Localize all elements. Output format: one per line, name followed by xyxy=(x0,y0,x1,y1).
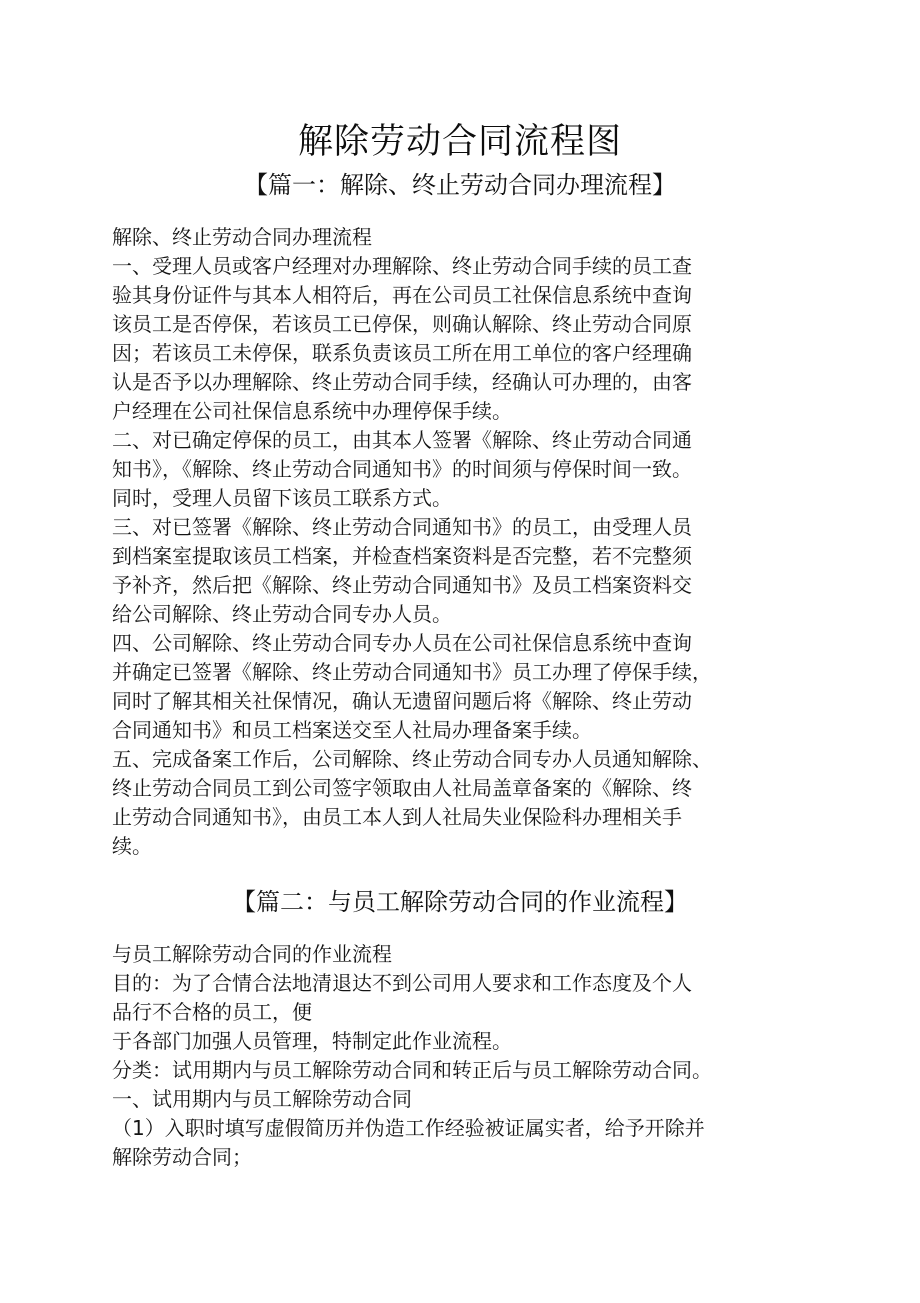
section-heading-part-two: 【篇二：与员工解除劳动合同的作业流程】 xyxy=(232,888,688,916)
text-line: 到档案室提取该员工档案，并检查档案资料是否完整，若不完整须 xyxy=(112,544,692,568)
text-line: 续。 xyxy=(112,834,152,858)
text-line: 知书》，《解除、终止劳动合同通知书》的时间须与停保时间一致。 xyxy=(112,457,692,481)
text-line: 分类：试用期内与员工解除劳动合同和转正后与员工解除劳动合同。 xyxy=(112,1058,712,1082)
document-title: 解除劳动合同流程图 xyxy=(297,122,622,162)
text-line: 户经理在公司社保信息系统中办理停保手续。 xyxy=(112,399,512,423)
text-line: 该员工是否停保，若该员工已停保，则确认解除、终止劳动合同原 xyxy=(112,312,692,336)
text-line: 解除劳动合同； xyxy=(112,1145,252,1169)
text-line: 五、完成备案工作后，公司解除、终止劳动合同专办人员通知解除、 xyxy=(112,747,712,771)
text-line: 验其身份证件与其本人相符后，再在公司员工社保信息系统中查询 xyxy=(112,283,692,307)
text-line: 合同通知书》和员工档案送交至人社局办理备案手续。 xyxy=(112,718,592,742)
text-line: 终止劳动合同员工到公司签字领取由人社局盖章备案的《解除、终 xyxy=(112,776,692,800)
text-line: 目的：为了合情合法地清退达不到公司用人要求和工作态度及个人 xyxy=(112,971,692,995)
text-line: 给公司解除、终止劳动合同专办人员。 xyxy=(112,602,452,626)
text-line: 同时，受理人员留下该员工联系方式。 xyxy=(112,486,452,510)
text-line: 同时了解其相关社保情况，确认无遗留问题后将《解除、终止劳动 xyxy=(112,689,692,713)
text-line: 因；若该员工未停保，联系负责该员工所在用工单位的客户经理确 xyxy=(112,341,692,365)
text-line: 一、试用期内与员工解除劳动合同 xyxy=(112,1087,412,1111)
text-line: 品行不合格的员工，便 xyxy=(112,1000,312,1024)
text-line: 二、对已确定停保的员工，由其本人签署《解除、终止劳动合同通 xyxy=(112,428,692,452)
text-line: 止劳动合同通知书》，由员工本人到人社局失业保险科办理相关手 xyxy=(112,805,682,829)
text-line: 与员工解除劳动合同的作业流程 xyxy=(112,942,392,966)
section-heading-part-one: 【篇一：解除、终止劳动合同办理流程】 xyxy=(244,171,676,199)
text-line: 三、对已签署《解除、终止劳动合同通知书》的员工，由受理人员 xyxy=(112,515,692,539)
section-body-part-two xyxy=(112,940,752,1172)
section-body-part-one xyxy=(112,223,752,861)
text-line: 解除、终止劳动合同办理流程 xyxy=(112,225,372,249)
text-line: 认是否予以办理解除、终止劳动合同手续，经确认可办理的，由客 xyxy=(112,370,692,394)
text-line: 于各部门加强人员管理，特制定此作业流程。 xyxy=(112,1029,512,1053)
text-line: 一、受理人员或客户经理对办理解除、终止劳动合同手续的员工查 xyxy=(112,254,692,278)
text-line: 予补齐，然后把《解除、终止劳动合同通知书》及员工档案资料交 xyxy=(112,573,692,597)
text-line: （1）入职时填写虚假简历并伪造工作经验被证属实者，给予开除并 xyxy=(112,1116,705,1140)
text-line: 并确定已签署《解除、终止劳动合同通知书》员工办理了停保手续， xyxy=(112,660,712,684)
text-line: 四、公司解除、终止劳动合同专办人员在公司社保信息系统中查询 xyxy=(112,631,692,655)
